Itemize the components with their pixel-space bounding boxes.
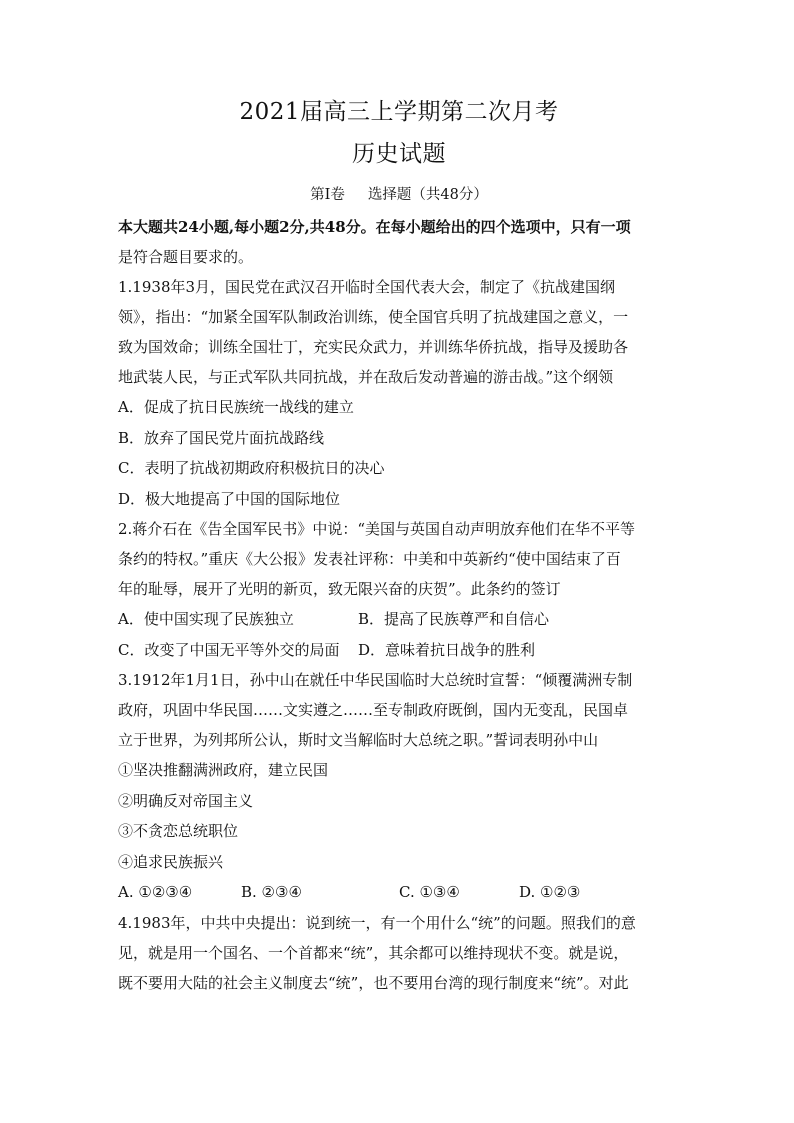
question-stem-line: 立于世界，为列邦所公认，斯时文当解临时大总统之职。”誓词表明孙中山 [118,731,599,749]
section-heading: 第Ⅰ卷 选择题（共48分） [310,187,488,203]
question-stem-line: 既不要用大陆的社会主义制度去“统”，也不要用台湾的现行制度来“统”。对此 [118,973,629,992]
exam-page [118,96,680,998]
option-c: C．表明了抗战初期政府积极抗日的决心 [118,459,385,477]
question-2 [118,514,680,665]
option-d: D．极大地提高了中国的国际地位 [118,489,341,508]
question-stem-line: 1.1938年3月，国民党在武汉召开临时全国代表大会，制定了《抗战建国纲 [118,278,616,296]
statement-item: ④追求民族振兴 [118,852,224,871]
option-a: A. ①②③④ [118,883,193,901]
question-stem-line: 领》，指出：“加紧全国军队制政治训练，使全国官兵明了抗战建国之意义，一 [118,308,629,326]
options-row [118,604,680,635]
option-d: D．意味着抗日战争的胜利 [358,640,536,659]
option-b: B．放弃了国民党片面抗战路线 [118,428,325,447]
instructions-bold: 本大题共24小题,每小题2分,共48分。在每小题给出的四个选项中，只有一项 [118,218,631,236]
subject-title: 历史试题 [352,141,446,167]
question-4 [118,908,680,998]
exam-title: 2021届高三上学期第二次月考 [239,99,559,125]
option-d: D. ①②③ [519,883,581,901]
option-a: A．促成了抗日民族统一战线的建立 [118,398,354,416]
question-stem-line: 条约的特权。”重庆《大公报》发表社评称：中美和中英新约“使中国结束了百 [118,550,621,568]
question-stem-line: 2.蒋介石在《告全国军民书》中说：“美国与英国自动声明放弃他们在华不平等 [118,520,635,538]
question-stem-line: 政府，巩固中华民国……文实遵之……至专制政府既倒，国内无变乱，民国卓 [118,701,629,719]
question-1 [118,272,680,514]
option-a: A．使中国实现了民族独立 [118,610,294,628]
instructions [118,212,680,272]
option-b: B. ②③④ [241,883,302,901]
question-stem-line: 地武装人民，与正式军队共同抗战，并在敌后发动普遍的游击战。”这个纲领 [118,368,614,386]
option-c: C. ①③④ [399,883,460,901]
question-3 [118,665,680,908]
options-row [118,877,680,908]
options-row [118,635,680,666]
question-stem-line: 3.1912年1月1日，孙中山在就任中华民国临时大总统时宣誓：“倾覆满洲专制 [118,671,633,689]
instructions-tail: 是符合题目要求的。 [118,248,254,266]
statement-item: ②明确反对帝国主义 [118,791,254,810]
option-c: C．改变了中国无平等外交的局面 [118,640,340,659]
question-stem-line: 见，就是用一个国名、一个首都来“统”，其余都可以维持现状不变。就是说， [118,943,629,962]
option-b: B．提高了民族尊严和自信心 [358,610,550,628]
statement-item: ①坚决推翻满洲政府，建立民国 [118,761,329,779]
question-stem-line: 年的耻辱，展开了光明的新页，致无限兴奋的庆贺”。此条约的签订 [118,580,561,598]
statement-item: ③不贪恋总统职位 [118,822,239,840]
question-stem-line: 4.1983年，中共中央提出：说到统一，有一个用什么“统”的问题。照我们的意 [118,913,636,932]
question-stem-line: 致为国效命；训练全国壮丁，充实民众武力，并训练华侨抗战，指导及援助各 [118,338,629,356]
